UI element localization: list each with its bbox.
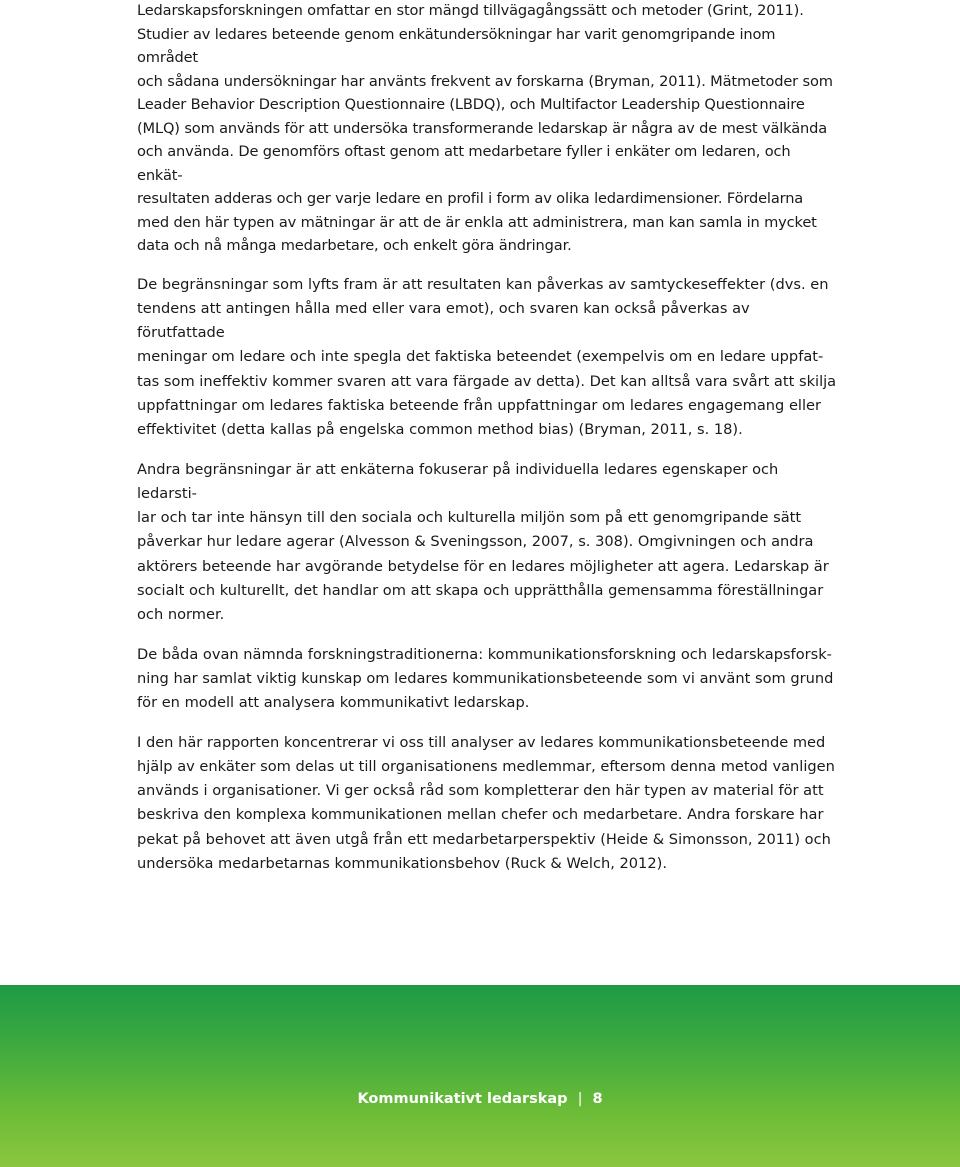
page-number: 8	[592, 1091, 603, 1107]
paragraph-research-traditions: De båda ovan nämnda forskningstraditionerna: kommunikationsforskning och ledarskapsforsk- ning har samlat viktig kunskap om ledares kommunikationsbeteende som vi använt som grund för en modell att analysera kommunikativt ledarskap.	[137, 645, 834, 712]
paragraph-enkat-methods: Ledarskapsforskningen omfattar en stor mängd tillvägagångssätt och metoder (Grint, 2011). Studier av ledares beteende genom enkätundersökningar har varit genomgripande inom området och sådana undersökningar har använts frekvent av forskarna (Bryman, 2011). Mätmetoder som Leader Behavior Description Questionnaire (LBDQ), och Multifactor Leadership Questionnaire (MLQ) som används för att undersöka transformerande ledarskap är några av de mest välkända och använda. De genomförs oftast genom att medarbetare fyller i enkäter om ledaren, och enkät- resultaten adderas och ger varje ledare en profil i form av olika ledardimensioner. Fördelarna med den här typen av mätningar är att de är enkla att administrera, man kan samla in mycket data och nå många medarbetare, och enkelt göra ändringar.	[137, 2, 833, 254]
paragraph-other-limitations: Andra begränsningar är att enkäterna fokuserar på individuella ledares egenskaper och ledarsti- lar och tar inte hänsyn till den sociala och kulturella miljön som på ett genomgripande sätt påverkar hur ledare agerar (Alvesson & Sveningsson, 2007, s. 308). Omgivningen och andra aktörers beteende har avgörande betydelse för en ledares möjligheter att agera. Ledarskap är socialt och kulturellt, det handlar om att skapa och upprätthålla gemensamma föreställningar och normer.	[137, 460, 829, 624]
footer-separator: |	[577, 1091, 583, 1107]
footer-title: Kommunikativt ledarskap	[357, 1091, 568, 1107]
footer-band	[0, 985, 960, 1167]
paragraph-limitations: De begränsningar som lyfts fram är att resultaten kan påverkas av samtyckeseffekter (dvs. en tendens att antingen hålla med eller vara emot), och svaren kan också påverkas av förutfattade meningar om ledare och inte spegla det faktiska beteendet (exempelvis om en ledare uppfat- tas som ineffektiv kommer svaren att vara färgade av detta). Det kan alltså vara svårt att skilja uppfattningar om ledares faktiska beteende från uppfattningar om ledares engagemang eller effektivitet (detta kallas på engelska common method bias) (Bryman, 2011, s. 18).	[137, 275, 837, 439]
paragraph-report-focus: I den här rapporten koncentrerar vi oss till analyser av ledares kommunikationsbeteende med hjälp av enkäter som delas ut till organisationens medlemmar, eftersom denna metod vanligen används i organisationer. Vi ger också råd som kompletterar den här typen av material för att beskriva den komplexa kommunikationen mellan chefer och medarbetare. Andra forskare har pekat på behovet att även utgå från ett medarbetarperspektiv (Heide & Simonsson, 2011) och undersöka medarbetarnas kommunikationsbehov (Ruck & Welch, 2012).	[137, 733, 835, 873]
running-footer	[0, 1091, 960, 1107]
page-body	[137, 0, 837, 890]
